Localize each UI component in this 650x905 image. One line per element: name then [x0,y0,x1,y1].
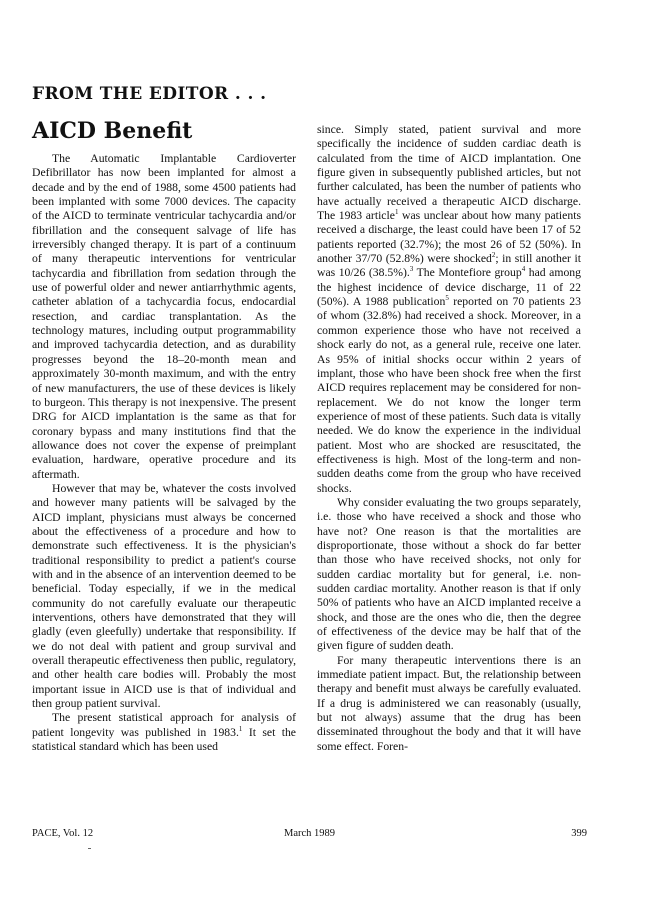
text-run: had among the highest incidence of device discharge, 11 of 22 (50%). A 1988 publication [317,266,581,309]
scan-speck [88,848,91,849]
journal-citation: PACE, Vol. 12 [32,828,94,839]
reference-marker: 4 [521,265,526,274]
right-column [317,123,581,754]
paragraph: Why consider evaluating the two groups separately, i.e. those who have received a shock and those who have not? One reason is that the mortalities are disproportionate, those without a shock do far better than those who have received shocks, not only for sudden cardiac mortality but for general, i.e. non-sudden cardiac mortality. Another reason is that if only 50% of patients who have an AICD implanted receive a shock, and those are the ones who die, then the degree of effectiveness of the device may be half that of the given figure of sudden death. [317,495,581,653]
left-column [32,152,296,754]
paragraph [317,123,581,496]
section-heading: FROM THE EDITOR . . . [32,84,267,104]
paragraph: For many therapeutic interventions there is an immediate patient impact. But, the relationship between therapy and benefit must always be carefully evaluated. If a drug is administered we can reasonably (usually, but not always) assume that the drug has been disseminated throughout the body and that it will have some effect. Foren- [317,653,581,753]
reference-marker: 2 [491,251,496,260]
article-title: AICD Benefit [32,118,193,144]
page-footer [32,828,587,842]
text-run: The Montefiore group [413,266,522,280]
reference-marker: 3 [409,265,414,274]
paragraph: The Automatic Implantable Cardioverter Defibrillator has now been implanted for almost a decade and by the end of 1988, some 4500 patients had been implanted with some 7000 devices. The capacity of the AICD to terminate ventricular tachycardia and/or fibrillation and the consequent salvage of life has irreversibly changed therapy. It is part of a continuum of many therapeutic interventions for ventricular tachycardia and fibrillation from sedation through the use of powerful older and newer antiarrhythmic agents, catheter ablation of a tachycardia focus, endocardial resection, and cardiac transplantation. As the technology matures, including output programmability and improved tachycardia detection, and as durability progresses beyond the 18–20-month mean and approximately 30-month maximum, and with the entry of new manufacturers, the use of these devices is likely to burgeon. This therapy is not inexpensive. The present DRG for AICD implantation is the same as that for coronary bypass and many institutions find that the allowance does not cover the expense of preimplant evaluation, hardware, operative procedure and its aftermath. [32,152,296,481]
reference-marker: 1 [394,208,399,217]
issue-date: March 1989 [284,828,336,839]
text-run: It set the statistical standard which has been used [32,725,296,754]
reference-marker: 5 [445,294,449,303]
text-run: The present statistical approach for analysis of patient longevity was published in 1983. [32,711,296,739]
reference-marker: 1 [238,724,243,733]
text-run: ; in still another it was 10/26 (38.5%). [317,252,581,280]
page-number: 399 [571,828,587,839]
paragraph [32,711,296,754]
text-run: reported on 70 patients 23 of whom (32.8%) had received a shock. Moreover, in a common experience those who have not received a shock early do not, as a general rule, receive one later. As 95% of initial shocks occur within 2 years of implant, those who have been shock free when the first AICD requires replacement may be considered for non-replacement. We do not know the longer term experience of most of these patients. Such data is vitally needed. We do know the experience in the individual patient. Most who are shocked are resuscitated, the effectiveness is high. Most of the long-term and non-sudden deaths come from the group who have received shocks. [317,295,581,495]
paragraph: However that may be, whatever the costs involved and however many patients will be salvaged by the AICD implant, physicians must always be concerned about the effectiveness of a procedure and how to demonstrate such effectiveness. It is the physician's traditional responsibility to predict a patient's course with and in the absence of an intervention deemed to be beneficial. Today especially, if we in the medical community do not carefully evaluate our therapeutic interventions, others have demonstrated that they will gladly (even gleefully) undertake that responsibility. If we do not deal with patient and group survival and overall therapeutic effectiveness then public, regulatory, and other health care bodies will. Probably the most important issue in AICD use is that of individual and then group patient survival. [32,481,296,711]
text-run: since. Simply stated, patient survival and more specifically the incidence of sudden cardiac death is calculated from the time of AICD implantation. One figure given in subsequently published articles, but not further calculated, has been the number of patients who have actually received a therapeutic AICD discharge. The 1983 article [317,123,581,223]
text-run: was unclear about how many patients received a discharge, the least could have been 17 of 52 patients reported (32.7%); the most 26 of 52 (50%). In another 37/70 (52.8%) were shocked [317,209,581,266]
